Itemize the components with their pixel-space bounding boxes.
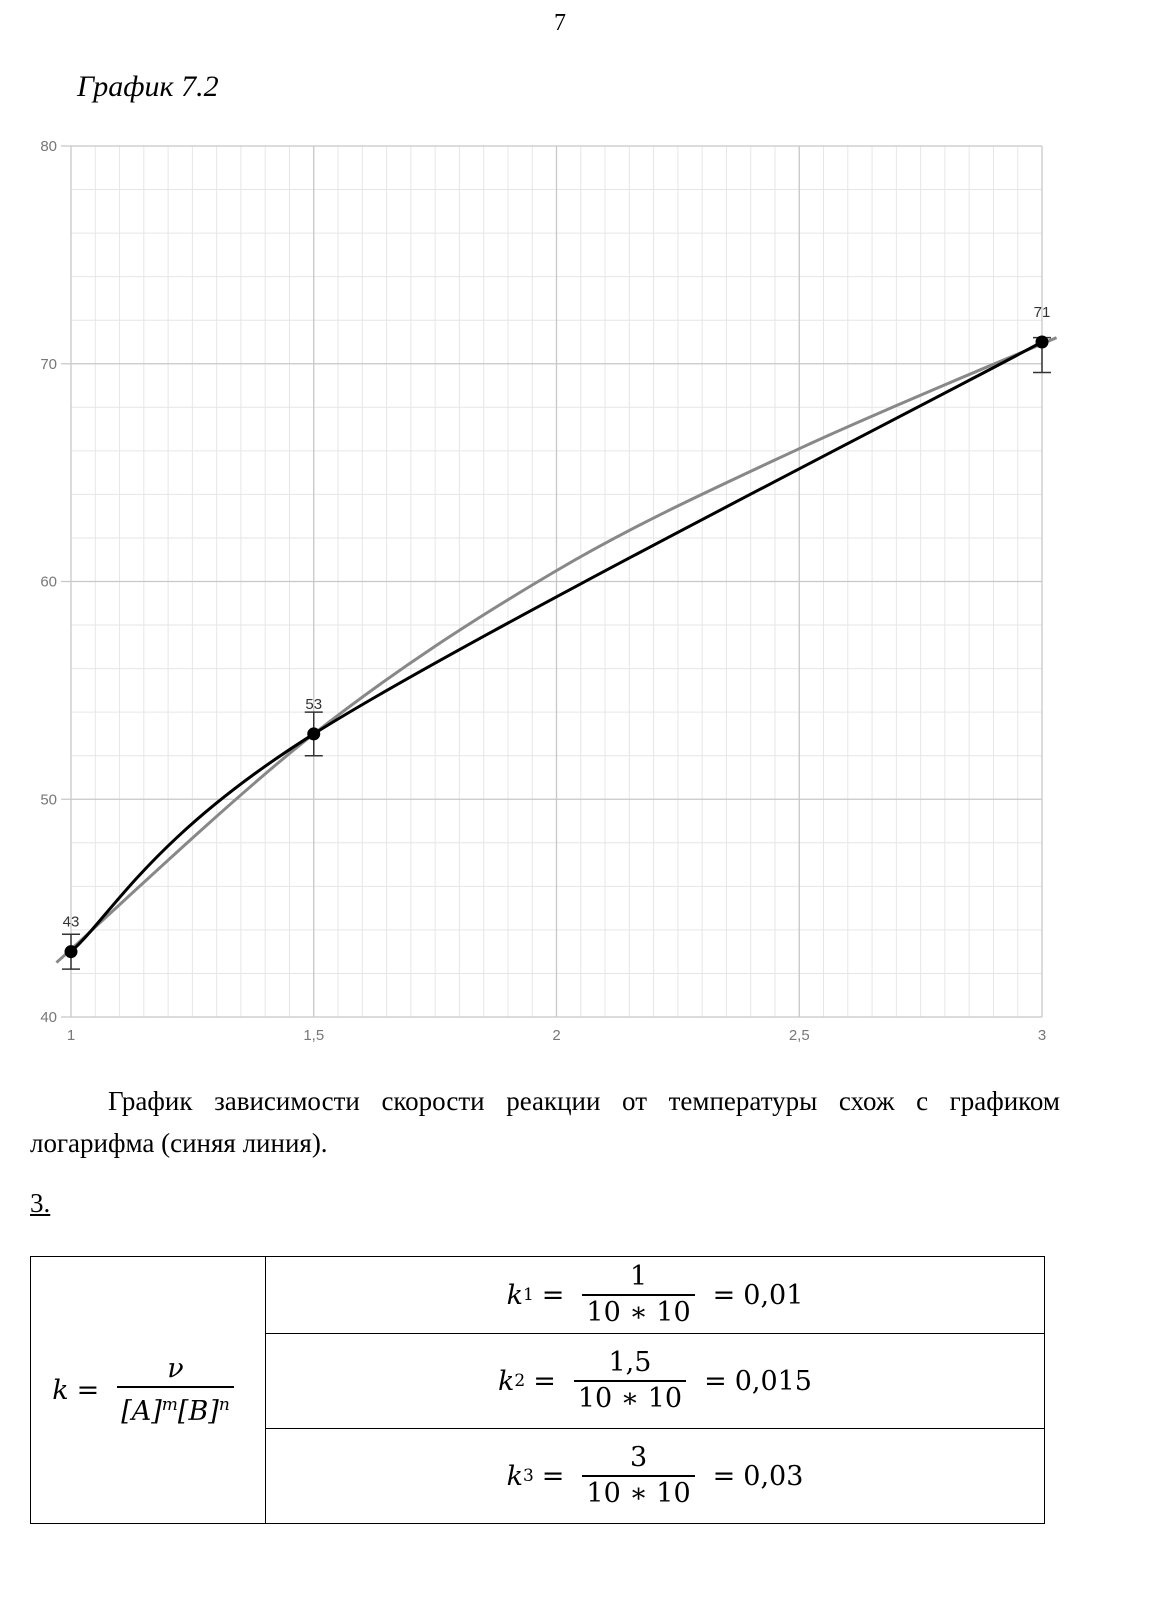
data-point — [1036, 335, 1049, 348]
k3-result: 0,03 — [743, 1460, 804, 1492]
equals-sign: = — [533, 1365, 556, 1397]
y-tick-label: 70 — [40, 355, 57, 373]
y-tick-label: 80 — [40, 138, 57, 155]
k2-formula — [498, 1346, 812, 1416]
k3-numerator: 3 — [629, 1442, 648, 1473]
page-number: 7 — [554, 10, 566, 36]
k-var: k — [506, 1279, 523, 1311]
equals-sign: = — [541, 1460, 565, 1492]
data-point — [307, 727, 320, 740]
k-var: k — [498, 1365, 515, 1397]
equals-sign: = — [76, 1374, 100, 1406]
figure-title: График 7.2 — [77, 70, 219, 103]
conc-b: [B] — [177, 1395, 219, 1427]
k1-result: 0,01 — [743, 1279, 804, 1311]
k-var: k — [506, 1460, 523, 1492]
k3-denominator: 10 ∗ 10 — [582, 1475, 694, 1511]
k1-denominator: 10 ∗ 10 — [582, 1294, 694, 1330]
formula-lhs: k — [52, 1374, 69, 1406]
conc-a: [A] — [121, 1395, 162, 1427]
formula-fraction — [117, 1352, 234, 1429]
k1-cell — [266, 1257, 1045, 1334]
k1-numerator: 1 — [629, 1261, 648, 1292]
section-number: 3. — [30, 1188, 51, 1218]
data-label: 43 — [62, 913, 80, 931]
data-point — [65, 945, 78, 958]
general-formula-cell — [31, 1257, 266, 1524]
x-tick-label: 2 — [552, 1027, 561, 1044]
rate-constant-formula — [52, 1352, 244, 1429]
x-axis-ticks — [67, 1027, 1046, 1044]
x-tick-label: 1,5 — [303, 1027, 325, 1044]
equals-sign: = — [712, 1460, 736, 1492]
k3-fraction — [582, 1441, 694, 1511]
x-tick-label: 3 — [1037, 1027, 1047, 1044]
y-tick-label: 40 — [40, 1009, 57, 1026]
data-label: 71 — [1033, 303, 1051, 321]
x-tick-label: 2,5 — [788, 1027, 810, 1044]
rate-constant-table — [30, 1256, 1045, 1524]
k2-cell — [266, 1334, 1045, 1429]
k3-cell — [266, 1429, 1045, 1524]
k2-result: 0,015 — [734, 1365, 812, 1397]
k-sub: 1 — [522, 1285, 534, 1305]
y-tick-label: 60 — [40, 573, 57, 591]
formula-denominator — [117, 1386, 234, 1429]
chart-description-paragraph: График зависимости скорости реакции от температуры схож с графиком логарифма (синяя линия). — [30, 1086, 1060, 1158]
k2-fraction — [574, 1346, 686, 1416]
x-tick-label: 1 — [66, 1027, 76, 1044]
equals-sign: = — [704, 1365, 727, 1397]
k2-numerator: 1,5 — [608, 1347, 652, 1378]
formula-numerator: ν — [167, 1352, 184, 1384]
k-sub: 2 — [514, 1371, 526, 1391]
order-n: n — [218, 1394, 230, 1415]
equals-sign: = — [712, 1279, 736, 1311]
y-axis-ticks — [40, 138, 57, 1026]
k-sub: 3 — [522, 1466, 534, 1486]
y-tick-label: 50 — [40, 791, 57, 809]
k3-formula — [507, 1441, 804, 1511]
data-label: 53 — [305, 695, 323, 713]
equals-sign: = — [541, 1279, 565, 1311]
order-m: m — [161, 1394, 178, 1415]
k2-denominator: 10 ∗ 10 — [574, 1380, 686, 1416]
k1-formula — [507, 1260, 804, 1330]
line-chart — [20, 130, 1080, 1055]
k1-fraction — [582, 1260, 694, 1330]
